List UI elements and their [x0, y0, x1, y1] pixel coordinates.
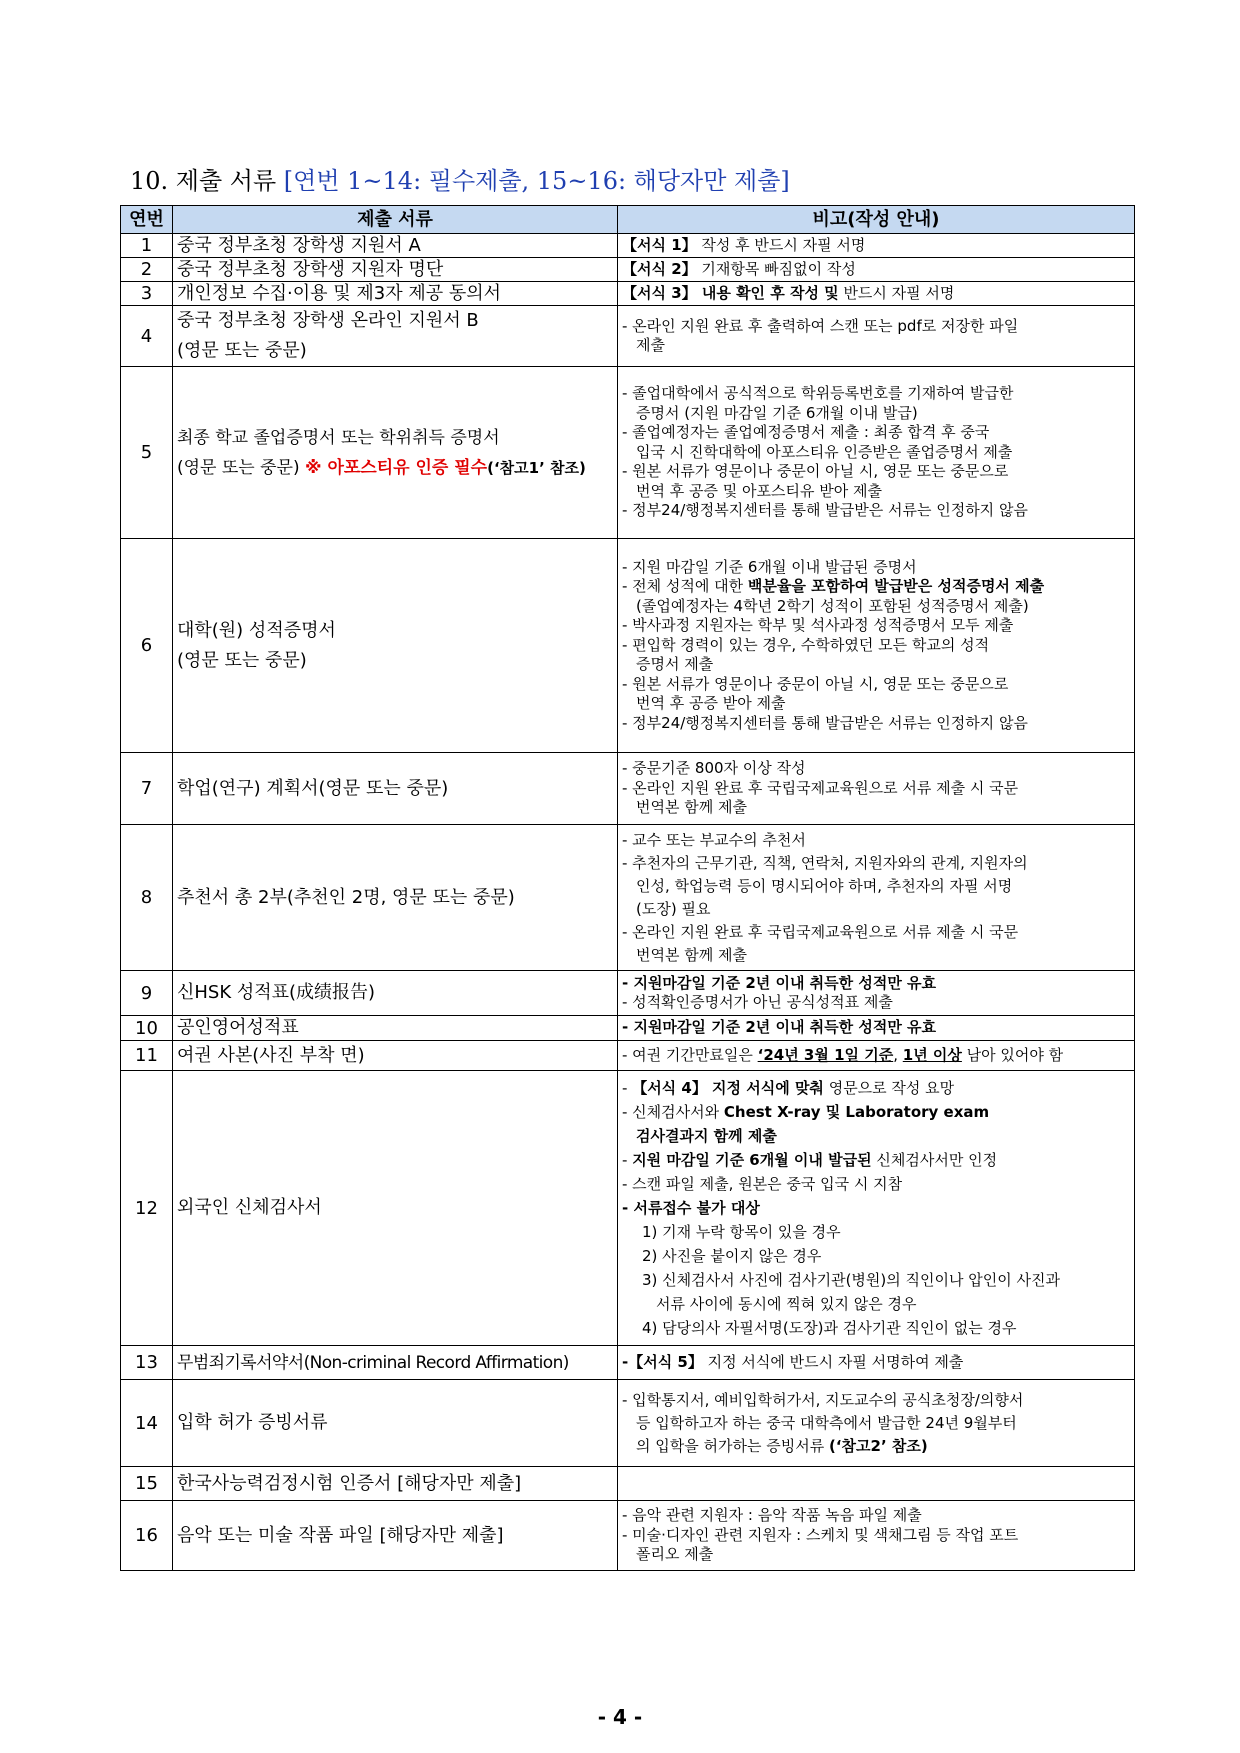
form-ref: -【서식 5】 [622, 1352, 703, 1371]
note-line: 인성, 학업능력 등이 명시되어야 하며, 추천자의 자필 서명 [636, 876, 1013, 895]
row-note [618, 753, 1135, 825]
row-number: 6 [121, 539, 173, 753]
note-line: 증명서 제출 [636, 655, 714, 674]
table-row [121, 1501, 1135, 1571]
document-name-line [177, 453, 613, 483]
note-line: - 미술·디자인 관련 지원자 : 스케치 및 색채그림 등 작업 포트 [622, 1525, 1019, 1544]
row-number: 16 [121, 1501, 173, 1571]
note-line: - 온라인 지원 완료 후 국립국제교육원으로 서류 제출 시 국문 [622, 778, 1019, 797]
note-line: 4) 담당의사 자필서명(도장)과 검사기관 직인이 없는 경우 [642, 1319, 1017, 1337]
note-line: 제출 [636, 336, 665, 354]
row-note [618, 971, 1135, 1016]
reference-note: (‘참고1’ 참조) [487, 458, 586, 477]
document-name [173, 306, 618, 367]
note-line: 번역본 함께 제출 [636, 798, 747, 817]
note-text: 작성 후 반드시 자필 서명 [696, 235, 866, 254]
table-row [121, 1346, 1135, 1380]
row-note [618, 367, 1135, 539]
note-line: - 스캔 파일 제출, 원본은 중국 입국 시 지참 [622, 1175, 903, 1193]
table-row [121, 1016, 1135, 1041]
note-line: - 정부24/행정복지센터를 통해 발급받은 서류는 인정하지 않음 [622, 501, 1028, 520]
table-row [121, 1071, 1135, 1346]
note-line: 증명서 (지원 마감일 기준 6개월 이내 발급) [636, 403, 918, 422]
document-name-line: (영문 또는 중문) [177, 340, 307, 361]
note-line: - 서류접수 불가 대상 [622, 1199, 760, 1217]
note-line: 번역 후 공증 및 아포스티유 받아 제출 [636, 481, 882, 500]
note-line: - 지원마감일 기준 2년 이내 취득한 성적만 유효 [622, 973, 937, 992]
table-row [121, 539, 1135, 753]
apostille-warning: ※ 아포스티유 인증 필수 [305, 457, 488, 478]
row-note [618, 258, 1135, 282]
note-line: - 원본 서류가 영문이나 중문이 아닐 시, 영문 또는 중문으로 [622, 462, 1009, 481]
table-row [121, 1380, 1135, 1467]
note-text: 신체검사서만 인정 [871, 1151, 998, 1169]
note-line: - 추천자의 근무기관, 직책, 연락처, 지원자와의 관계, 지원자의 [622, 853, 1028, 872]
document-name-line: 최종 학교 졸업증명서 또는 학위취득 증명서 [177, 427, 500, 448]
table-header-row [121, 206, 1135, 234]
note-line: (도장) 필요 [636, 899, 711, 918]
row-note [618, 539, 1135, 753]
page-number: - 4 - [597, 1705, 643, 1729]
note-line: 입국 시 진학대학에 아포스티유 인증받은 졸업증명서 제출 [636, 442, 1013, 461]
note-line: - 지원마감일 기준 2년 이내 취득한 성적만 유효 [622, 1018, 937, 1037]
note-text: 영문으로 작성 요망 [823, 1079, 955, 1097]
document-name [173, 539, 618, 753]
documents-table [120, 205, 1135, 1571]
note-line: - 온라인 지원 완료 후 국립국제교육원으로 서류 제출 시 국문 [622, 922, 1019, 941]
note-text: - 신체검사서와 [622, 1103, 724, 1121]
note-line: 번역본 함께 제출 [636, 945, 747, 964]
note-line: - 박사과정 지원자는 학부 및 석사과정 성적증명서 모두 제출 [622, 616, 1014, 635]
note-line: 서류 사이에 동시에 찍혀 있지 않은 경우 [656, 1295, 917, 1313]
note-line: 2) 사진을 붙이지 않은 경우 [642, 1247, 822, 1265]
row-number: 3 [121, 282, 173, 306]
note-line: - 졸업대학에서 공식적으로 학위등록번호를 기재하여 발급한 [622, 384, 1014, 403]
table-row [121, 753, 1135, 825]
row-note [618, 1501, 1135, 1571]
document-name: 학업(연구) 계획서(영문 또는 중문) [173, 753, 618, 825]
note-line: - 원본 서류가 영문이나 중문이 아닐 시, 영문 또는 중문으로 [622, 674, 1009, 693]
note-text: 기재항목 빠짐없이 작성 [696, 259, 856, 278]
row-number: 4 [121, 306, 173, 367]
header-document: 제출 서류 [173, 206, 618, 234]
note-line: - 졸업예정자는 졸업예정증명서 제출 : 최종 합격 후 중국 [622, 423, 990, 442]
note-line: 검사결과지 함께 제출 [636, 1127, 777, 1145]
note-line: 1) 기재 누락 항목이 있을 경우 [642, 1223, 841, 1241]
row-number: 5 [121, 367, 173, 539]
row-note [618, 1041, 1135, 1071]
form-ref: 【서식 1】 [622, 235, 697, 254]
row-number: 8 [121, 825, 173, 971]
note-line: (졸업예정자는 4학년 2학기 성적이 포함된 성적증명서 제출) [636, 596, 1029, 615]
table-row [121, 1467, 1135, 1501]
document-name: 추천서 총 2부(추천인 2명, 영문 또는 중문) [173, 825, 618, 971]
row-note [618, 282, 1135, 306]
table-row [121, 234, 1135, 258]
row-number: 14 [121, 1380, 173, 1467]
section-title [130, 166, 790, 196]
document-name: 중국 정부초청 장학생 지원자 명단 [173, 258, 618, 282]
note-text: 반드시 자필 서명 [838, 283, 955, 302]
note-emphasis: 백분율을 포함하여 발급받은 성적증명서 제출 [747, 577, 1045, 596]
form-ref: 【서식 2】 [622, 259, 697, 278]
document-name: 개인정보 수집·이용 및 제3자 제공 동의서 [173, 282, 618, 306]
header-note: 비고(작성 안내) [618, 206, 1135, 234]
note-emphasis: 1년 이상 [902, 1045, 962, 1064]
document-name [173, 367, 618, 539]
document-name-line: 대학(원) 성적증명서 [177, 619, 336, 641]
note-text: 남아 있어야 함 [961, 1045, 1064, 1064]
note-emphasis: Chest X-ray 및 Laboratory exam [723, 1103, 990, 1121]
note-line [622, 1076, 1130, 1100]
row-note [618, 1346, 1135, 1380]
note-line: - 지원 마감일 기준 6개월 이내 발급된 증명서 [622, 557, 917, 576]
document-name: 여권 사본(사진 부착 면) [173, 1041, 618, 1071]
row-note [618, 1467, 1135, 1501]
note-text: - [622, 1079, 633, 1097]
document-name: 무범죄기록서약서(Non-criminal Record Affirmation) [173, 1346, 618, 1380]
document-name-line: (영문 또는 중문) [177, 649, 307, 671]
row-note [618, 306, 1135, 367]
note-line: - 입학통지서, 예비입학허가서, 지도교수의 공식초청장/의향서 [622, 1390, 1024, 1409]
row-number: 10 [121, 1016, 173, 1041]
note-line [622, 1435, 1130, 1458]
note-emphasis: 지원 마감일 기준 6개월 이내 발급된 [632, 1151, 872, 1169]
note-text: - [622, 1151, 633, 1169]
table-row [121, 825, 1135, 971]
note-text: 지정 서식에 반드시 자필 서명하여 제출 [702, 1352, 964, 1371]
note-line: - 중문기준 800자 이상 작성 [622, 759, 806, 778]
note-line: - 온라인 지원 완료 후 출력하여 스캔 또는 pdf로 저장한 파일 [622, 316, 1019, 335]
document-name-line: 중국 정부초청 장학생 온라인 지원서 B [177, 310, 479, 331]
row-note [618, 1071, 1135, 1346]
header-no: 연번 [121, 206, 173, 234]
document-name: 공인영어성적표 [173, 1016, 618, 1041]
table-row [121, 971, 1135, 1016]
note-text: , [893, 1045, 903, 1064]
note-emphasis: ‘24년 3월 1일 기준 [757, 1045, 894, 1064]
section-title-prefix: 10. 제출 서류 [130, 167, 284, 195]
row-note [618, 1016, 1135, 1041]
document-name: 한국사능력검정시험 인증서 [해당자만 제출] [173, 1467, 618, 1501]
row-note [618, 1380, 1135, 1467]
document-name: 중국 정부초청 장학생 지원서 A [173, 234, 618, 258]
row-number: 7 [121, 753, 173, 825]
note-text: - 전체 성적에 대한 [622, 577, 748, 596]
table-row [121, 258, 1135, 282]
note-line: - 음악 관련 지원자 : 음악 작품 녹음 파일 제출 [622, 1506, 922, 1525]
reference-note: (‘참고2’ 참조) [828, 1436, 928, 1455]
table-row [121, 367, 1135, 539]
note-line [622, 1148, 1130, 1172]
note-line: 번역 후 공증 받아 제출 [636, 694, 786, 713]
note-line: - 정부24/행정복지센터를 통해 발급받은 서류는 인정하지 않음 [622, 713, 1028, 732]
document-name: 입학 허가 증빙서류 [173, 1380, 618, 1467]
note-text: 의 입학을 허가하는 증빙서류 [636, 1436, 829, 1455]
form-ref: 【서식 4】 지정 서식에 맞춰 [632, 1079, 824, 1097]
form-ref: 【서식 3】 내용 확인 후 작성 및 [622, 283, 839, 302]
row-number: 15 [121, 1467, 173, 1501]
row-number: 11 [121, 1041, 173, 1071]
document-name: 음악 또는 미술 작품 파일 [해당자만 제출] [173, 1501, 618, 1571]
table-row [121, 282, 1135, 306]
row-number: 13 [121, 1346, 173, 1380]
section-title-highlight: [연번 1~14: 필수제출, 15~16: 해당자만 제출] [283, 167, 790, 195]
row-number: 12 [121, 1071, 173, 1346]
document-name: 외국인 신체검사서 [173, 1071, 618, 1346]
note-line [622, 1100, 1130, 1124]
note-text: - 여권 기간만료일은 [622, 1045, 758, 1064]
row-note [618, 234, 1135, 258]
document-name: 신HSK 성적표(成绩报告) [173, 971, 618, 1016]
note-line: - 교수 또는 부교수의 추천서 [622, 830, 806, 849]
table-row [121, 306, 1135, 367]
language-note: (영문 또는 중문) [177, 457, 306, 478]
note-line: - 성적확인증명서가 아닌 공식성적표 제출 [622, 993, 893, 1011]
note-line: 3) 신체검사서 사진에 검사기관(병원)의 직인이나 압인이 사진과 [642, 1271, 1060, 1289]
row-note [618, 825, 1135, 971]
row-number: 2 [121, 258, 173, 282]
row-number: 9 [121, 971, 173, 1016]
note-line: - 편입학 경력이 있는 경우, 수학하였던 모든 학교의 성적 [622, 635, 990, 654]
note-line [622, 577, 1130, 597]
row-number: 1 [121, 234, 173, 258]
note-line: 폴리오 제출 [636, 1545, 714, 1564]
note-line: 등 입학하고자 하는 중국 대학측에서 발급한 24년 9월부터 [636, 1413, 1017, 1432]
table-row [121, 1041, 1135, 1071]
